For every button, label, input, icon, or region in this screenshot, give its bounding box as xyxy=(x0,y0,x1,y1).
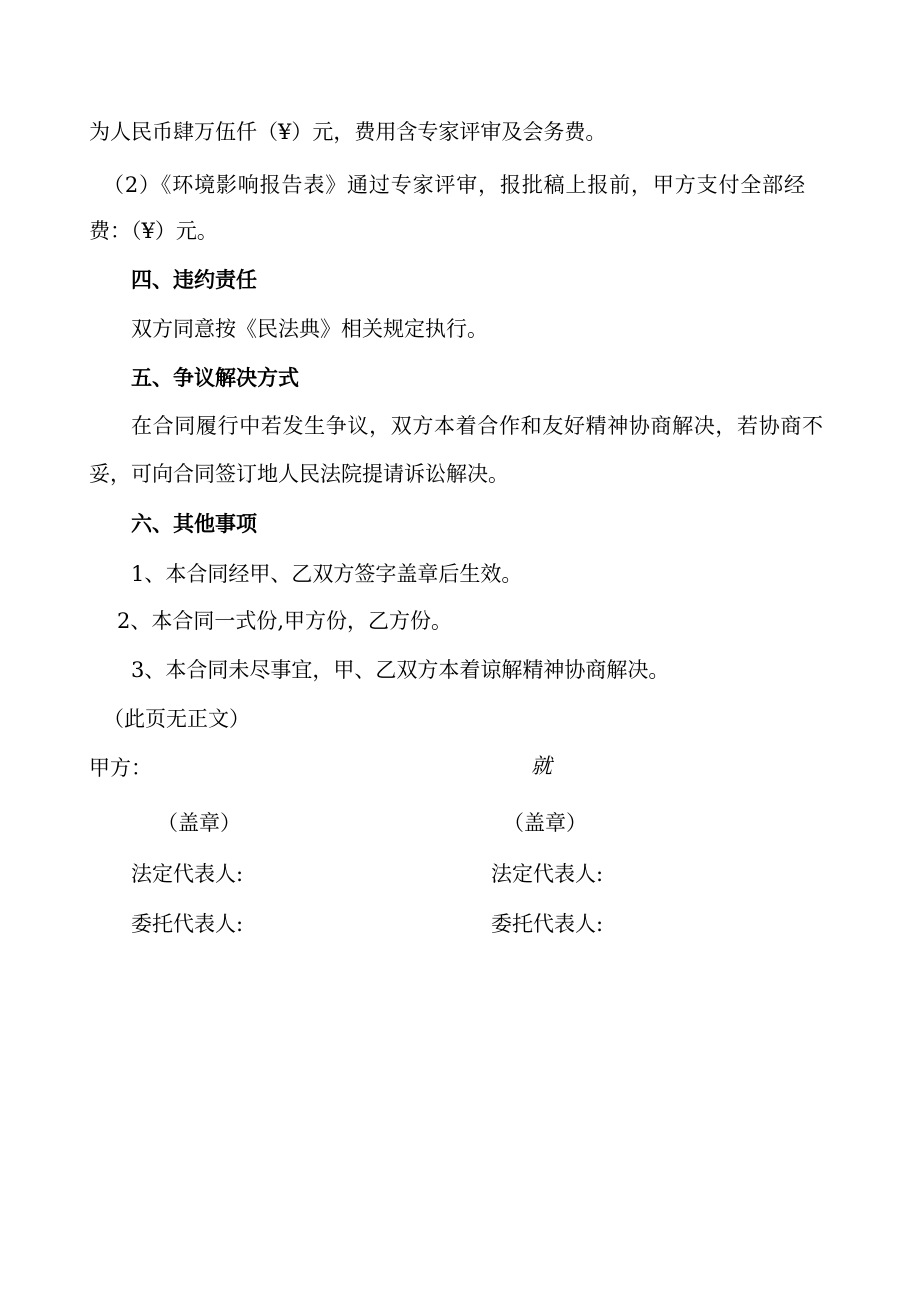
party-a-authorized-agent: 委托代表人: xyxy=(131,912,244,936)
party-b-legal-representative: 法定代表人: xyxy=(491,862,604,886)
payment-line-1: 为人民币肆万伍仟（¥）元，费用含专家评审及会务费。 xyxy=(89,120,607,144)
party-a-legal-representative: 法定代表人: xyxy=(131,862,244,886)
section-6-item-1: 1、本合同经甲、乙双方签字盖章后生效。 xyxy=(131,562,523,586)
section-5-heading: 五、争议解决方式 xyxy=(131,365,299,390)
payment-item-2-line-1: （2）《环境影响报告表》通过专家评审，报批稿上报前，甲方支付全部经 xyxy=(103,173,805,197)
party-a-label: 甲方： xyxy=(89,756,152,780)
section-6-item-3: 3、本合同未尽事宜，甲、乙双方本着谅解精神协商解决。 xyxy=(131,658,670,682)
party-b-seal: （盖章） xyxy=(503,811,587,835)
section-6-heading: 六、其他事项 xyxy=(131,511,257,536)
section-5-text-line-2: 妥，可向合同签订地人民法院提请诉讼解决。 xyxy=(89,462,509,486)
party-b-glyph: 就 xyxy=(531,754,552,778)
no-body-text-note: （此页无正文） xyxy=(103,707,250,731)
section-4-heading: 四、违约责任 xyxy=(131,267,257,292)
section-5-text-line-1: 在合同履行中若发生争议，双方本着合作和友好精神协商解决，若协商不 xyxy=(131,414,823,438)
party-a-seal: （盖章） xyxy=(157,811,241,835)
payment-item-2-line-2: 费：（¥）元。 xyxy=(89,219,218,243)
party-b-authorized-agent: 委托代表人: xyxy=(491,912,604,936)
section-6-item-2: 2、本合同一式份,甲方份，乙方份。 xyxy=(117,609,453,633)
section-4-text: 双方同意按《民法典》相关规定执行。 xyxy=(131,317,488,341)
